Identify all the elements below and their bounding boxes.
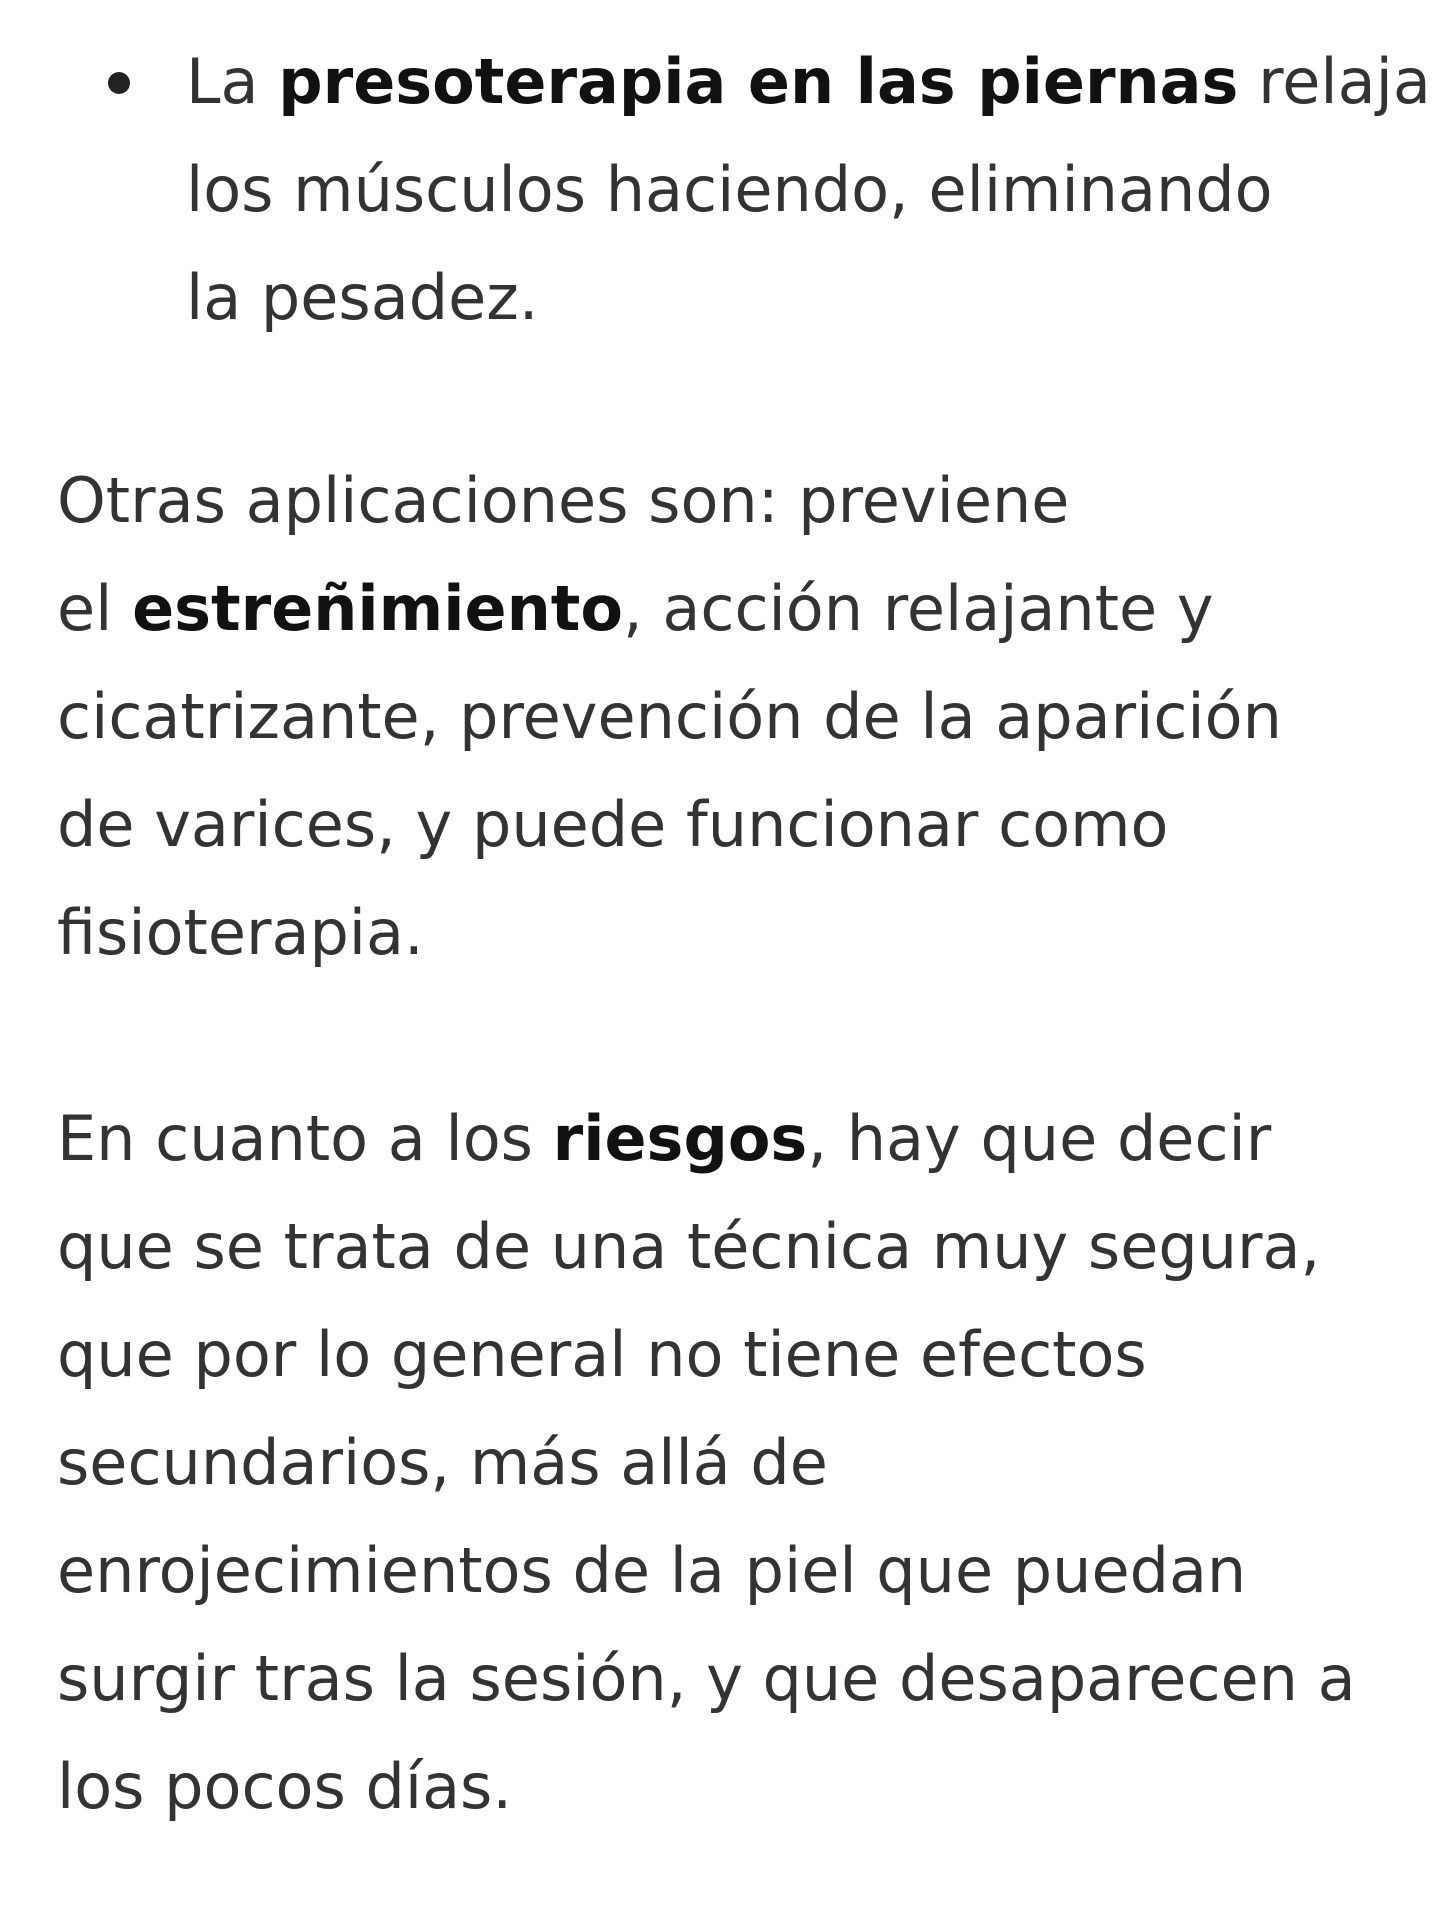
- text-segment: En cuanto a los: [57, 1102, 553, 1175]
- text-line: cicatrizante, prevención de la aparición: [57, 680, 1282, 753]
- bold-term-presoterapia: presoterapia en las piernas: [278, 45, 1239, 118]
- bullet-dot-icon: [108, 72, 130, 94]
- text-line: los músculos haciendo, eliminando: [186, 153, 1273, 226]
- text-line: que por lo general no tiene efectos: [57, 1318, 1147, 1391]
- paragraph-applications: [57, 447, 1397, 987]
- text-line: los pocos días.: [57, 1750, 513, 1823]
- text-segment: La: [186, 45, 279, 118]
- bold-term-estrenimiento: estreñimiento: [132, 572, 623, 645]
- text-segment: , hay que decir: [807, 1102, 1272, 1175]
- text-line: de varices, y puede funcionar como: [57, 788, 1169, 861]
- bullet-list: [186, 28, 1431, 352]
- text-segment: el: [57, 572, 133, 645]
- text-line: secundarios, más allá de: [57, 1426, 828, 1499]
- text-line: fisioterapia.: [57, 896, 424, 969]
- text-line: la pesadez.: [186, 261, 539, 334]
- text-line: [57, 555, 1397, 663]
- text-line: Otras aplicaciones son: previene: [57, 464, 1070, 537]
- text-segment: relaja: [1238, 45, 1431, 118]
- text-line: [57, 1085, 1397, 1193]
- bold-term-riesgos: riesgos: [552, 1102, 808, 1175]
- text-line: [186, 28, 1431, 136]
- text-line: que se trata de una técnica muy segura,: [57, 1210, 1321, 1283]
- list-item: [186, 28, 1431, 352]
- text-line: surgir tras la sesión, y que desaparecen a: [57, 1642, 1356, 1715]
- paragraph-risks: [57, 1085, 1397, 1841]
- text-segment: , acción relajante y: [622, 572, 1214, 645]
- text-line: enrojecimientos de la piel que puedan: [57, 1534, 1247, 1607]
